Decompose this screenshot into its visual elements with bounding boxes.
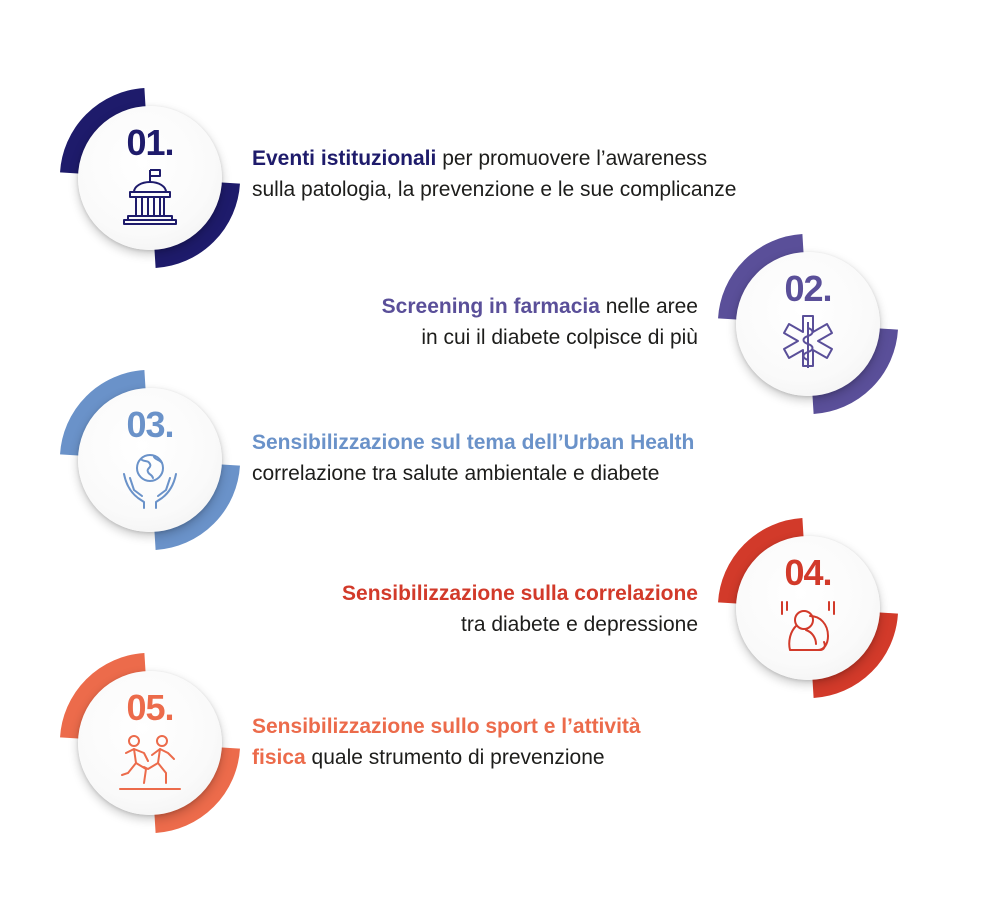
item-number: 03. bbox=[126, 404, 174, 445]
badge-3 bbox=[60, 370, 240, 550]
item-line1-rest: per promuovere l’awareness bbox=[436, 147, 708, 170]
depressed-person-icon bbox=[776, 596, 840, 660]
item-line2: correlazione tra salute ambientale e diabete bbox=[252, 462, 660, 485]
item-line2: tra diabete e depressione bbox=[461, 613, 698, 636]
item-line2: sulla patologia, la prevenzione e le sue complicanze bbox=[252, 178, 737, 201]
badge-4 bbox=[718, 518, 898, 698]
item-number: 01. bbox=[126, 122, 174, 163]
item-text bbox=[382, 291, 698, 353]
item-number: 04. bbox=[784, 552, 832, 593]
item-line1-rest: nelle aree bbox=[599, 295, 698, 318]
badge-2 bbox=[718, 234, 898, 414]
item-highlight: Sensibilizzazione sulla correlazione bbox=[342, 582, 698, 605]
item-number: 05. bbox=[126, 687, 174, 728]
item-highlight: Screening in farmacia bbox=[381, 295, 600, 318]
item-highlight: Sensibilizzazione sullo sport e l’attività bbox=[252, 715, 641, 738]
badge-5 bbox=[60, 653, 240, 833]
item-number: 02. bbox=[784, 268, 832, 309]
item-text bbox=[342, 578, 698, 640]
item-line2: quale strumento di prevenzione bbox=[305, 746, 605, 769]
hands-holding-globe-icon bbox=[118, 448, 182, 512]
item-text bbox=[252, 427, 694, 489]
star-of-life-caduceus-icon bbox=[776, 312, 840, 376]
item-highlight: Eventi istituzionali bbox=[252, 147, 437, 170]
item-text bbox=[252, 711, 641, 773]
running-athletes-icon bbox=[118, 731, 182, 795]
item-highlight: Sensibilizzazione sul tema dell’Urban Health bbox=[252, 431, 695, 454]
item-line2-highlight: fisica bbox=[252, 746, 306, 769]
item-line2: in cui il diabete colpisce di più bbox=[421, 326, 698, 349]
